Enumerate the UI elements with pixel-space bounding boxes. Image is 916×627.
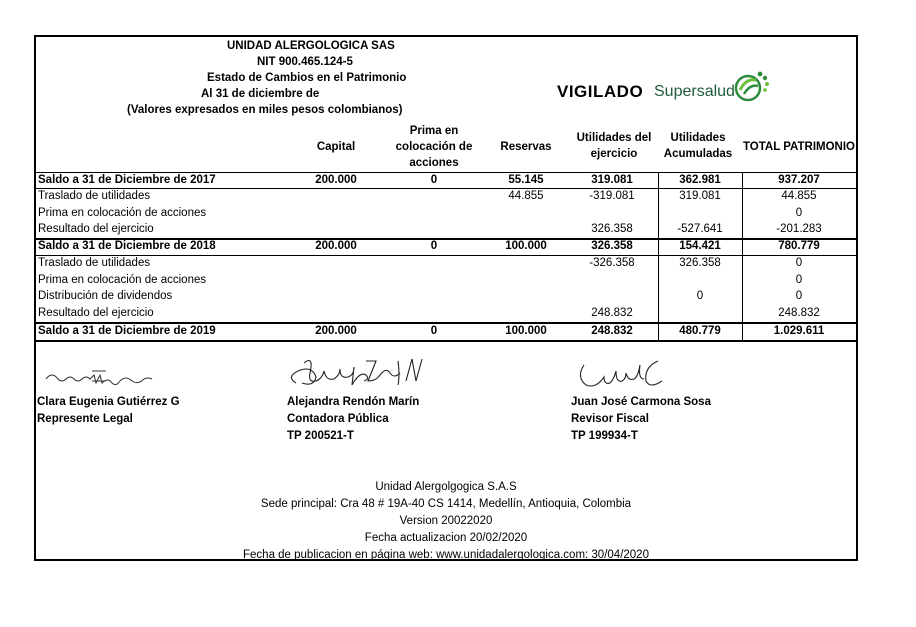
row-label: Traslado de utilidades xyxy=(38,257,151,269)
footer-updated: Fecha actualizacion 20/02/2020 xyxy=(364,532,528,544)
vigilado-label: VIGILADO xyxy=(557,82,644,101)
row-label: Saldo a 31 de Diciembre de 2019 xyxy=(38,325,216,337)
signatory-3-name: Juan José Carmona Sosa xyxy=(571,396,711,408)
cell-util-ac: 0 xyxy=(696,290,704,302)
col-prima-line1: Prima en xyxy=(409,125,459,137)
col-util-ej-line1: Utilidades del xyxy=(576,132,652,144)
table-row xyxy=(36,306,856,323)
cell-total: -201.283 xyxy=(776,223,822,235)
row-label: Prima en colocación de acciones xyxy=(38,274,207,286)
row-label: Traslado de utilidades xyxy=(38,190,151,202)
signatory-2-role: Contadora Pública xyxy=(287,413,389,425)
col-utilidades-acumuladas xyxy=(656,130,740,162)
table-row xyxy=(36,273,856,290)
signature-2-image xyxy=(286,355,436,396)
footer-published: Fecha de publicacion en página web: www.unidadalergologica.com: 30/04/2020 xyxy=(243,549,649,561)
cell-prima: 0 xyxy=(430,325,438,337)
cell-total: 0 xyxy=(795,257,803,269)
table-row xyxy=(36,289,856,306)
units-note: (Valores expresados en miles pesos colombianos) xyxy=(127,104,403,116)
cell-capital: 200.000 xyxy=(315,240,357,252)
cell-util-ac: 154.421 xyxy=(679,240,721,252)
cell-reservas: 100.000 xyxy=(505,240,547,252)
cell-util-ej: 248.832 xyxy=(591,325,633,337)
col-reservas: Reservas xyxy=(500,141,552,153)
col-prima xyxy=(386,123,482,171)
cell-util-ej: 326.358 xyxy=(591,240,633,252)
row-label: Saldo a 31 de Diciembre de 2018 xyxy=(38,240,216,252)
cell-util-ac: 480.779 xyxy=(679,325,721,337)
company-name: UNIDAD ALERGOLOGICA SAS xyxy=(227,40,395,52)
table-row xyxy=(36,173,856,190)
col-capital: Capital xyxy=(316,141,356,153)
table-row xyxy=(36,256,856,273)
cell-util-ac: 319.081 xyxy=(679,190,721,202)
statement-date: Al 31 de diciembre de xyxy=(201,88,320,100)
footer-address: Sede principal: Cra 48 # 19A-40 CS 1414, Medellín, Antioquia, Colombia xyxy=(260,498,632,510)
table-row xyxy=(36,324,856,341)
cell-total: 0 xyxy=(795,274,803,286)
cell-total: 0 xyxy=(795,207,803,219)
signatory-2-tp: TP 200521-T xyxy=(287,430,354,442)
table-row xyxy=(36,239,856,256)
col-prima-line2: colocación de xyxy=(395,141,473,153)
cell-util-ej: 326.358 xyxy=(591,223,633,235)
cell-util-ej: 319.081 xyxy=(591,174,633,186)
cell-capital: 200.000 xyxy=(315,174,357,186)
col-utilidades-ejercicio xyxy=(566,130,662,162)
signatory-3 xyxy=(571,394,711,445)
row-label: Prima en colocación de acciones xyxy=(38,207,207,219)
signature-3-image xyxy=(576,357,676,396)
signatory-2 xyxy=(287,394,419,445)
table-row xyxy=(36,206,856,223)
cell-prima: 0 xyxy=(430,240,438,252)
col-prima-line3: acciones xyxy=(409,157,459,169)
signatory-1 xyxy=(37,394,180,428)
signature-1-image xyxy=(44,367,174,392)
col-util-ej-line2: ejercicio xyxy=(590,148,638,160)
cell-capital: 200.000 xyxy=(315,325,357,337)
col-util-ac-line1: Utilidades xyxy=(670,132,726,144)
statement-frame xyxy=(34,35,858,561)
signatory-1-name: Clara Eugenia Gutiérrez G xyxy=(37,396,180,408)
cell-total: 0 xyxy=(795,290,803,302)
col-total-patrimonio: TOTAL PATRIMONIO xyxy=(742,141,855,153)
signatory-3-tp: TP 199934-T xyxy=(571,430,638,442)
supersalud-label: Supersalud xyxy=(654,83,735,100)
cell-reservas: 100.000 xyxy=(505,325,547,337)
signatory-2-name: Alejandra Rendón Marín xyxy=(287,396,420,408)
row-label: Saldo a 31 de Diciembre de 2017 xyxy=(38,174,216,186)
nit: NIT 900.465.124-5 xyxy=(257,56,353,68)
statement-title: Estado de Cambios en el Patrimonio xyxy=(207,72,407,84)
cell-util-ac: -527.641 xyxy=(677,223,723,235)
cell-util-ac: 362.981 xyxy=(679,174,721,186)
cell-util-ac: 326.358 xyxy=(679,257,721,269)
cell-total: 780.779 xyxy=(778,240,820,252)
cell-total: 937.207 xyxy=(778,174,820,186)
cell-total: 1.029.611 xyxy=(773,325,825,337)
footer xyxy=(36,479,856,564)
cell-util-ej: 248.832 xyxy=(591,307,633,319)
col-util-ac-line2: Acumuladas xyxy=(663,148,733,160)
cell-total: 44.855 xyxy=(781,190,817,202)
footer-company: Unidad Alergolgogica S.A.S xyxy=(375,481,517,493)
cell-util-ej: -326.358 xyxy=(589,257,635,269)
cell-util-ej: -319.081 xyxy=(589,190,635,202)
cell-prima: 0 xyxy=(430,174,438,186)
row-label: Resultado del ejercicio xyxy=(38,307,154,319)
cell-reservas: 55.145 xyxy=(508,174,544,186)
supersalud-logo-icon xyxy=(732,68,772,109)
table-row xyxy=(36,222,856,239)
row-label: Distribución de dividendos xyxy=(38,290,173,302)
cell-total: 248.832 xyxy=(778,307,820,319)
cell-reservas: 44.855 xyxy=(508,190,544,202)
row-label: Resultado del ejercicio xyxy=(38,223,154,235)
signatory-1-role: Represente Legal xyxy=(37,413,133,425)
signatory-3-role: Revisor Fiscal xyxy=(571,413,649,425)
footer-version: Version 20022020 xyxy=(399,515,493,527)
table-row xyxy=(36,189,856,206)
